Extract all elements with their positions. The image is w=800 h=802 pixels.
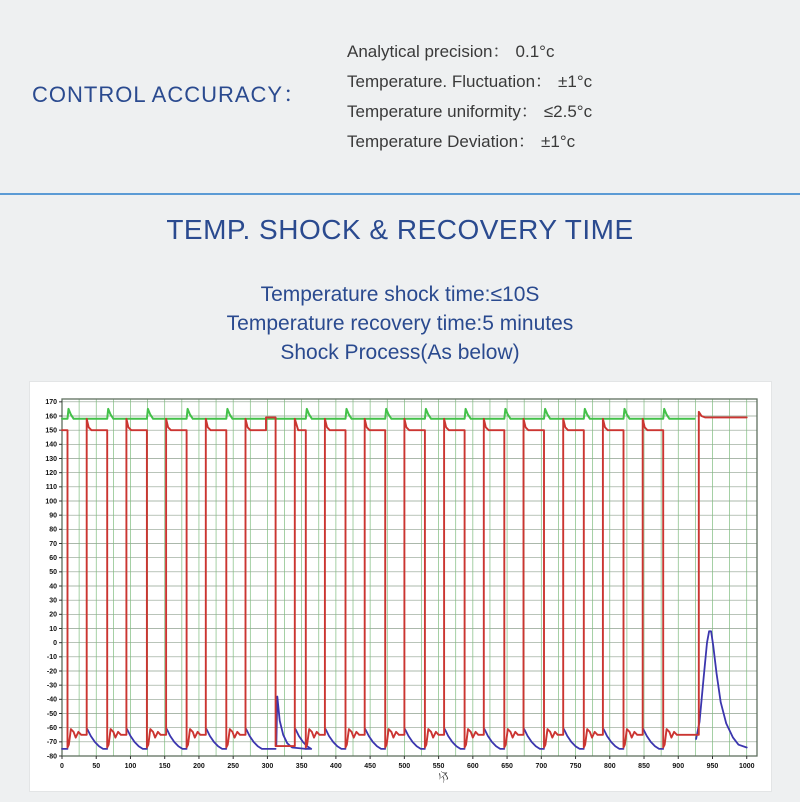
shock-time-line: Temperature shock time:≤10S <box>260 283 540 306</box>
svg-text:50: 50 <box>49 569 57 577</box>
spec-value: ±1°c <box>541 132 576 151</box>
shock-lines <box>0 280 800 367</box>
svg-text:-30: -30 <box>46 682 57 690</box>
shock-process-chart <box>30 382 771 791</box>
chart-card <box>30 382 771 791</box>
svg-text:0: 0 <box>60 763 64 770</box>
svg-text:80: 80 <box>49 526 57 534</box>
svg-text:100: 100 <box>124 763 137 770</box>
svg-text:900: 900 <box>672 763 685 770</box>
svg-text:-60: -60 <box>46 725 57 733</box>
svg-text:140: 140 <box>45 441 57 449</box>
svg-text:170: 170 <box>45 399 57 407</box>
svg-text:-10: -10 <box>46 654 57 662</box>
spec-label: Analytical precision： <box>347 42 510 61</box>
svg-text:160: 160 <box>45 413 57 421</box>
svg-text:-50: -50 <box>46 710 57 718</box>
svg-text:-80: -80 <box>46 753 57 761</box>
svg-text:250: 250 <box>227 763 240 770</box>
svg-text:10: 10 <box>49 625 57 633</box>
svg-text:350: 350 <box>295 763 308 770</box>
svg-text:450: 450 <box>364 763 376 770</box>
svg-text:50: 50 <box>92 763 101 770</box>
accuracy-section <box>0 0 800 195</box>
spec-value: ±1°c <box>558 72 593 91</box>
svg-text:500: 500 <box>398 763 411 770</box>
spec-value: 0.1°c <box>515 42 555 61</box>
svg-text:400: 400 <box>330 763 342 770</box>
svg-text:-20: -20 <box>46 668 57 676</box>
svg-text:750: 750 <box>569 763 582 770</box>
shock-section <box>0 195 800 367</box>
svg-text:70: 70 <box>49 540 57 548</box>
svg-text:100: 100 <box>45 498 57 506</box>
svg-text:130: 130 <box>45 455 57 463</box>
svg-text:150: 150 <box>45 427 57 435</box>
spec-label: Temperature Deviation： <box>347 132 536 151</box>
svg-text:800: 800 <box>603 763 616 770</box>
svg-text:-70: -70 <box>46 739 57 747</box>
spec-row-analytical-precision <box>347 37 592 67</box>
spec-row-temp-fluctuation <box>347 67 592 97</box>
svg-text:700: 700 <box>535 763 548 770</box>
spec-list <box>347 37 592 193</box>
recovery-time-line: Temperature recovery time:5 minutes <box>226 312 574 335</box>
spec-value: ≤2.5°c <box>543 102 593 121</box>
shock-process-line: Shock Process(As below) <box>280 341 520 364</box>
accuracy-title: CONTROL ACCURACY： <box>32 82 307 107</box>
svg-text:150: 150 <box>158 763 171 770</box>
svg-text:-40: -40 <box>46 696 57 704</box>
svg-text:60: 60 <box>49 555 57 563</box>
svg-text:600: 600 <box>466 763 479 770</box>
svg-text:20: 20 <box>49 611 57 619</box>
svg-text:200: 200 <box>193 763 205 770</box>
svg-text:30: 30 <box>49 597 57 605</box>
svg-text:0: 0 <box>53 640 57 648</box>
spec-label: Temperature uniformity： <box>347 102 538 121</box>
svg-text:950: 950 <box>706 763 719 770</box>
shock-title: TEMP. SHOCK & RECOVERY TIME <box>166 214 634 245</box>
svg-text:300: 300 <box>261 763 274 770</box>
svg-text:850: 850 <box>638 763 650 770</box>
svg-text:90: 90 <box>49 512 57 520</box>
svg-text:1000: 1000 <box>738 763 755 770</box>
spec-row-temp-uniformity <box>347 97 592 127</box>
spec-label: Temperature. Fluctuation： <box>347 72 553 91</box>
svg-text:120: 120 <box>45 470 57 478</box>
svg-text:40: 40 <box>49 583 57 591</box>
svg-text:550: 550 <box>432 763 445 770</box>
svg-text:分: 分 <box>436 769 453 786</box>
svg-text:650: 650 <box>501 763 513 770</box>
svg-text:110: 110 <box>45 484 57 492</box>
spec-row-temp-deviation <box>347 127 592 157</box>
